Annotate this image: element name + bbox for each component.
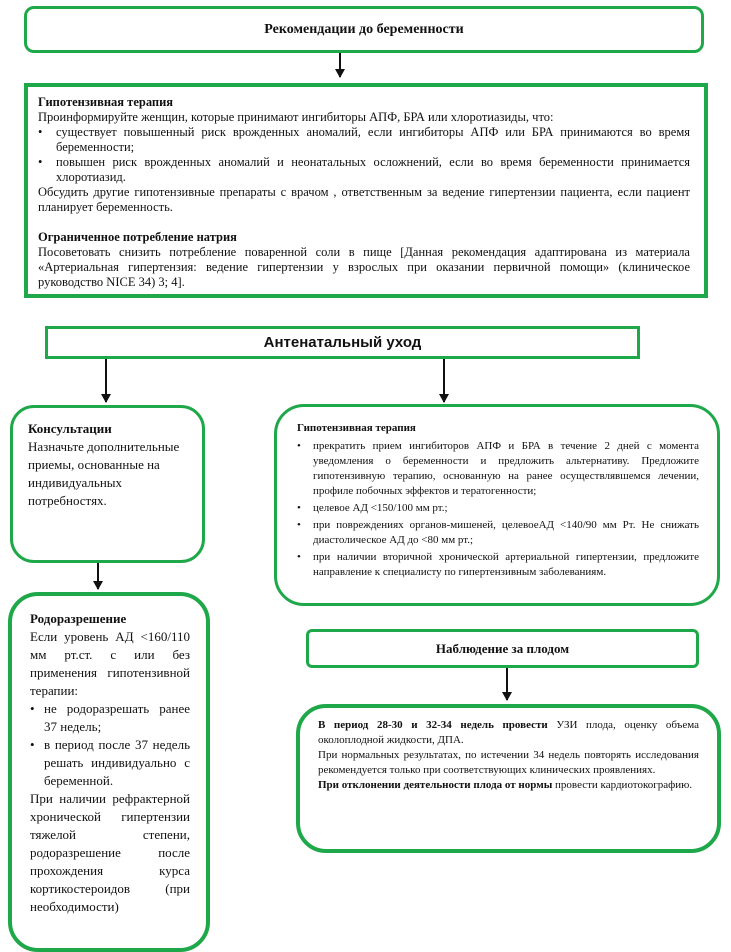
pre-pregnancy-title-box: [24, 6, 704, 53]
delivery-box: [8, 592, 210, 952]
list-item: • целевое АД <150/100 мм рт.;: [297, 502, 448, 514]
antenatal-therapy-box: [274, 404, 720, 606]
fetal-content-box: [296, 704, 721, 853]
list-item: • при повреждениях органов-мишеней, целевоеАД <140/90 мм Рт. Не снижать диастолическое АД до <80 мм рт.;: [297, 519, 699, 546]
list-item: • прекратить прием ингибиторов АПФ и БРА в течение 2 дней с момента уведомления о беременности и предложить альтернативу. Предложите гипотензивную терапию, основанную на ранее осуществлявшемся лечении, профиле побочных эффектов и тератогенности;: [297, 440, 699, 497]
bullet-icon: •: [30, 737, 35, 752]
consultations-text: Назначьте дополнительные приемы, основанные на индивидуальных потребностях.: [28, 439, 180, 508]
bullet-icon: •: [297, 440, 301, 452]
fetal-title: Наблюдение за плодом: [435, 640, 570, 656]
salt-heading: Ограниченное потребление натрия: [38, 230, 237, 244]
list-item: • при наличии вторичной хронической артериальной гипертензии, предложите направление к специалисту по гипертензивным заболеваниям.: [297, 551, 699, 578]
list-item: • существует повышенный риск врожденных аномалий, если ингибиторы АПФ или БРА принимаются во время беременности;: [38, 125, 690, 154]
consultations-heading: Консультации: [28, 421, 112, 436]
pre-pregnancy-recommendations-box: [24, 83, 708, 298]
fetal-title-box: [306, 629, 699, 668]
hypotensive-intro: Проинформируйте женщин, которые принимают ингибиторы АПФ, БРА или хлоротиазиды, что:: [38, 110, 554, 124]
bullet-icon: •: [38, 125, 43, 139]
delivery-intro: Если уровень АД <160/110 мм рт.ст. с или без применения гипотензивной терапии:: [30, 629, 190, 698]
consultations-box: [10, 405, 205, 563]
bullet-icon: •: [38, 155, 43, 169]
delivery-outro: При наличии рефрактерной хронической гипертензии тяжелой степени, родоразрешение после прохождения курса кортикостероидов (при необходимости): [30, 791, 190, 914]
fetal-paragraph-3: При отклонении деятельности плода от нормы провести кардиотокографию.: [318, 779, 693, 791]
hypotensive-outro: Обсудить другие гипотензивные препараты с врачом , ответственным за ведение гипертензии пациента, если пациент планирует беременность.: [38, 185, 690, 214]
bullet-icon: •: [297, 551, 301, 563]
arrow-antenatal-to-therapy: [443, 359, 445, 402]
bullet-icon: •: [30, 701, 35, 716]
delivery-heading: Родоразрешение: [30, 611, 127, 626]
antenatal-title: Антенатальный уход: [263, 334, 422, 351]
arrow-fetal-title-to-content: [506, 668, 508, 700]
antenatal-therapy-heading: Гипотензивная терапия: [297, 422, 416, 434]
bullet-icon: •: [297, 519, 301, 531]
arrow-consultations-to-delivery: [97, 563, 99, 589]
pre-pregnancy-title: Рекомендации до беременности: [264, 21, 464, 37]
salt-text: Посоветовать снизить потребление поваренной соли в пище [Данная рекомендация адаптирована из материала «Артериальная гипертензия: ведение гипертензии у взрослых при оказании первичной помощи» (клиническое руководство NICE 34) 3; 4].: [38, 245, 690, 289]
fetal-paragraph-1: В период 28-30 и 32-34 недель провести УЗИ плода, оценку объема околоплодной жидкости, ДПА.: [318, 719, 699, 746]
arrow-antenatal-to-consultations: [105, 359, 107, 402]
list-item: • повышен риск врожденных аномалий и неонатальных осложнений, если во время беременности принимается хлоротиазид.: [38, 155, 690, 184]
antenatal-title-box: [45, 326, 640, 359]
hypotensive-heading: Гипотензивная терапия: [38, 95, 174, 109]
list-item: • не родоразрешать ранее 37 недель;: [30, 701, 190, 734]
list-item: • в период после 37 недель решать индивидуально с беременной.: [30, 737, 190, 788]
arrow-pre-to-recommendations: [339, 53, 341, 77]
bullet-icon: •: [297, 502, 301, 514]
fetal-paragraph-2: При нормальных результатах, по истечении 34 недель повторять исследования рекомендуется только при соответствующих клинических проявлениях.: [318, 749, 699, 776]
